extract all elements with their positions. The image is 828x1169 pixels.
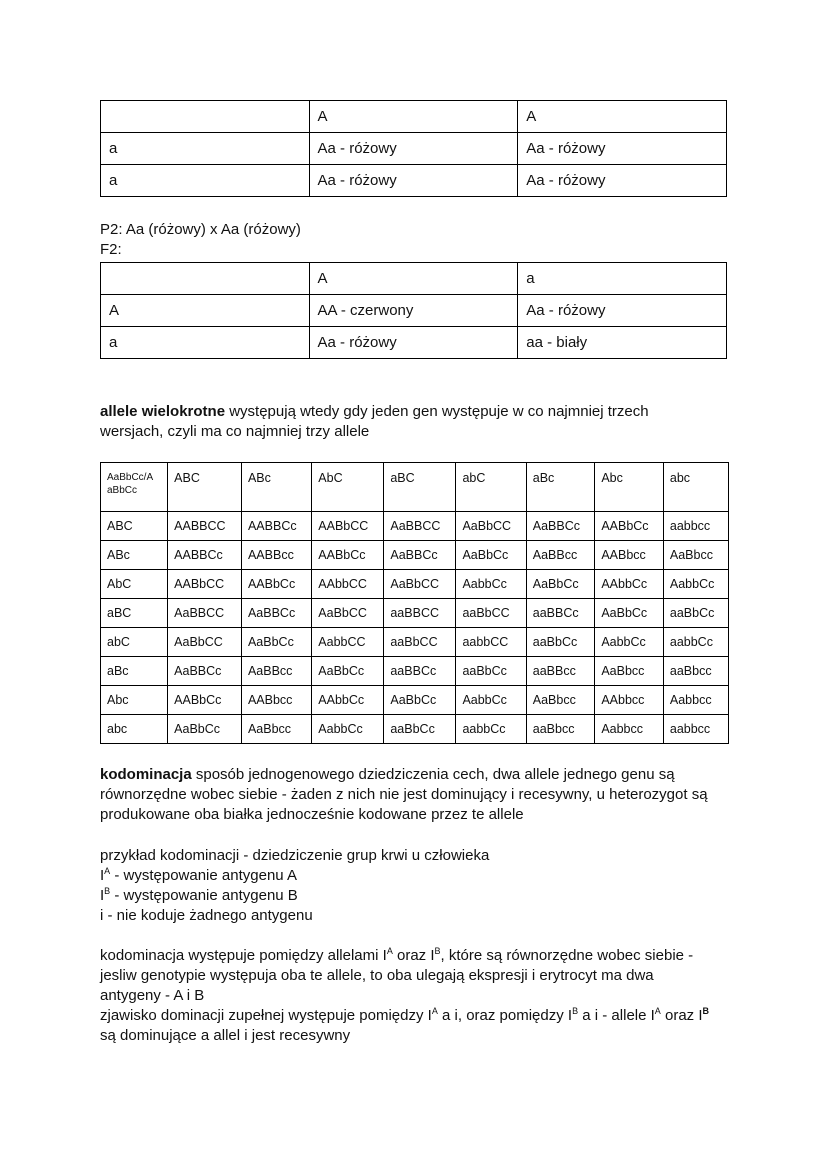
trihybrid-punnett-table: [100, 462, 729, 744]
genotype-cell: AaBbcc: [595, 657, 664, 686]
genotype-cell: AAbbCc: [312, 686, 384, 715]
table-cell: [101, 263, 310, 295]
superscript: B: [702, 1006, 709, 1016]
header-cell: aBc: [526, 463, 595, 512]
table-row: [101, 686, 729, 715]
trihybrid-table-body: [101, 463, 729, 744]
genotype-cell: AabbCc: [312, 715, 384, 744]
genotype-cell: AaBbCc: [168, 715, 242, 744]
genotype-cell: AaBbCc: [312, 657, 384, 686]
table-row: [101, 133, 727, 165]
genotype-cell: aaBBcc: [526, 657, 595, 686]
text-line: występują wtedy gdy jeden gen występuje w co najmniej trzech: [225, 403, 649, 420]
genotype-cell: AaBbcc: [526, 686, 595, 715]
text-segment: zjawisko dominacji zupełnej występuje pomiędzy I: [100, 1007, 432, 1024]
codominance-paragraph: [100, 765, 708, 825]
table-row: [101, 165, 727, 197]
genotype-cell: aabbCc: [456, 715, 526, 744]
table-row: [101, 295, 727, 327]
header-cell: AbC: [312, 463, 384, 512]
allele-ib-text: - występowanie antygenu B: [110, 887, 298, 904]
text-segment: kodominacja występuje pomiędzy allelami I: [100, 947, 387, 964]
table-row: [101, 570, 729, 599]
genotype-cell: AABbCc: [595, 512, 664, 541]
table-row: [101, 512, 729, 541]
genotype-cell: AaBbCc: [526, 570, 595, 599]
table-cell: Aa - różowy: [518, 295, 727, 327]
genotype-cell: aabbcc: [663, 715, 728, 744]
genotype-cell: aaBBCC: [384, 599, 456, 628]
table-cell: Aa - różowy: [518, 133, 727, 165]
text-segment: oraz I: [392, 947, 435, 964]
genotype-cell: aaBbCc: [663, 599, 728, 628]
genotype-cell: aaBbCc: [384, 715, 456, 744]
row-label-cell: ABc: [101, 541, 168, 570]
row-label-cell: aBC: [101, 599, 168, 628]
table-cell: A: [309, 263, 518, 295]
table-cell: Aa - różowy: [518, 165, 727, 197]
superscript: A: [386, 946, 393, 956]
text-segment: a i - allele I: [578, 1007, 655, 1024]
genotype-cell: AaBbCc: [384, 686, 456, 715]
genotype-cell: aaBbcc: [526, 715, 595, 744]
explanation-paragraph: [100, 946, 709, 1046]
table-cell: Aa - różowy: [309, 327, 518, 359]
allele-ia-text: - występowanie antygenu A: [110, 867, 297, 884]
superscript: B: [572, 1006, 579, 1016]
genotype-cell: aaBbcc: [663, 657, 728, 686]
genotype-cell: AaBbcc: [663, 541, 728, 570]
genotype-cell: aaBbCc: [526, 628, 595, 657]
genotype-cell: AaBBCC: [168, 599, 242, 628]
table-row: [101, 327, 727, 359]
row-label-cell: aBc: [101, 657, 168, 686]
genotype-cell: AABBCc: [241, 512, 311, 541]
header-cell: abc: [663, 463, 728, 512]
row-label-cell: abc: [101, 715, 168, 744]
genotype-cell: AaBbCc: [595, 599, 664, 628]
genotype-cell: AaBbcc: [241, 715, 311, 744]
genotype-cell: AaBbCC: [312, 599, 384, 628]
genotype-cell: AABbCc: [241, 570, 311, 599]
genotype-cell: aaBbCC: [384, 628, 456, 657]
genotype-cell: AabbCc: [456, 686, 526, 715]
genotype-cell: AAbbCc: [595, 570, 664, 599]
text-line: antygeny - A i B: [100, 987, 205, 1004]
header-cell: aBC: [384, 463, 456, 512]
genotype-cell: AABBcc: [241, 541, 311, 570]
genotype-cell: AaBbCc: [456, 541, 526, 570]
genotype-cell: AABbcc: [241, 686, 311, 715]
table-row: [101, 263, 727, 295]
genotype-cell: AabbCC: [312, 628, 384, 657]
genotype-cell: AABbcc: [595, 541, 664, 570]
example-paragraph: [100, 846, 489, 926]
genotype-cell: AaBbCC: [168, 628, 242, 657]
term-codominance: kodominacja: [100, 766, 192, 783]
genotype-cell: aabbCC: [456, 628, 526, 657]
genotype-cell: AABbCC: [312, 512, 384, 541]
table-cell: A: [518, 101, 727, 133]
table-cell: A: [309, 101, 518, 133]
multiple-alleles-paragraph: [100, 402, 649, 442]
genotype-cell: aabbcc: [663, 512, 728, 541]
table-cell: aa - biały: [518, 327, 727, 359]
row-label-cell: abC: [101, 628, 168, 657]
genotype-cell: AaBbCC: [384, 570, 456, 599]
genotype-cell: AABBCc: [168, 541, 242, 570]
term-multiple-alleles: allele wielokrotne: [100, 403, 226, 420]
text-segment: a i, oraz pomiędzy I: [437, 1007, 573, 1024]
genotype-cell: AaBBCC: [384, 512, 456, 541]
genotype-cell: aaBBCc: [526, 599, 595, 628]
row-label-cell: AbC: [101, 570, 168, 599]
superscript: A: [654, 1006, 661, 1016]
allele-ib-sup: B: [104, 886, 111, 896]
genotype-cell: aaBbCC: [456, 599, 526, 628]
allele-ia-sup: A: [104, 866, 111, 876]
corner-line: aBbCc: [107, 485, 138, 496]
corner-line: AaBbCc/A: [107, 472, 154, 483]
genotype-cell: AaBBcc: [526, 541, 595, 570]
table-cell: [101, 101, 310, 133]
example-title: przykład kodominacji - dziedziczenie grup krwi u człowieka: [100, 847, 490, 864]
table-cell: AA - czerwony: [309, 295, 518, 327]
p2-line: P2: Aa (różowy) x Aa (różowy): [100, 221, 301, 238]
table-header-row: [101, 463, 729, 512]
text-line: są dominujące a allel i jest recesywny: [100, 1027, 351, 1044]
text-line: równorzędne wobec siebie - żaden z nich nie jest dominujący i recesywny, u heterozygot są: [100, 786, 708, 803]
table-cell: Aa - różowy: [309, 165, 518, 197]
genotype-cell: AABBCC: [168, 512, 242, 541]
genotype-cell: Aabbcc: [663, 686, 728, 715]
f2-line: F2:: [100, 241, 122, 258]
genotype-cell: AaBBCc: [526, 512, 595, 541]
table-row: [101, 101, 727, 133]
table-row: [101, 628, 729, 657]
genotype-cell: AabbCc: [663, 570, 728, 599]
text-segment: , które są równorzędne wobec siebie -: [440, 947, 694, 964]
genotype-cell: AaBBcc: [241, 657, 311, 686]
table-cell: a: [101, 327, 310, 359]
superscript: A: [431, 1006, 438, 1016]
table-cell: A: [101, 295, 310, 327]
genotype-cell: AABbCc: [168, 686, 242, 715]
text-segment: oraz I: [660, 1007, 703, 1024]
allele-ia-base: I: [100, 867, 105, 884]
table-row: [101, 541, 729, 570]
genotype-cell: AaBBCc: [241, 599, 311, 628]
genotype-cell: AAbbcc: [595, 686, 664, 715]
text-line: sposób jednogenowego dziedziczenia cech, dwa allele jednego genu są: [191, 766, 675, 783]
corner-cell: [101, 463, 168, 512]
genotype-cell: AabbCc: [456, 570, 526, 599]
punnett-table-f1: [100, 100, 727, 197]
genotype-cell: AaBBCc: [384, 541, 456, 570]
genotype-cell: Aabbcc: [595, 715, 664, 744]
table-cell: Aa - różowy: [309, 133, 518, 165]
table-row: [101, 657, 729, 686]
text-line: produkowane oba białka jednocześnie kodowane przez te allele: [100, 806, 524, 823]
header-cell: Abc: [595, 463, 664, 512]
text-line: jesliw genotypie występuja oba te allele, to oba ulegają ekspresji i erytrocyt ma dwa: [100, 967, 654, 984]
header-cell: ABc: [241, 463, 311, 512]
row-label-cell: Abc: [101, 686, 168, 715]
superscript: B: [434, 946, 441, 956]
table-row: [101, 715, 729, 744]
table-cell: a: [518, 263, 727, 295]
table-cell: a: [101, 165, 310, 197]
table-cell: a: [101, 133, 310, 165]
genotype-cell: AabbCc: [595, 628, 664, 657]
table-row: [101, 599, 729, 628]
genotype-cell: AAbbCC: [312, 570, 384, 599]
genotype-cell: AABbCc: [312, 541, 384, 570]
header-cell: abC: [456, 463, 526, 512]
punnett-table-f2: [100, 262, 727, 359]
genotype-cell: aabbCc: [663, 628, 728, 657]
genotype-cell: AaBbCc: [241, 628, 311, 657]
genotype-cell: aaBbCc: [456, 657, 526, 686]
allele-i-text: i - nie koduje żadnego antygenu: [100, 907, 313, 924]
genotype-cell: AaBbCC: [456, 512, 526, 541]
allele-ib-base: I: [100, 887, 105, 904]
genotype-cell: AaBBCc: [168, 657, 242, 686]
genotype-cell: aaBBCc: [384, 657, 456, 686]
genotype-cell: AABbCC: [168, 570, 242, 599]
row-label-cell: ABC: [101, 512, 168, 541]
header-cell: ABC: [168, 463, 242, 512]
text-line: wersjach, czyli ma co najmniej trzy allele: [100, 423, 370, 440]
